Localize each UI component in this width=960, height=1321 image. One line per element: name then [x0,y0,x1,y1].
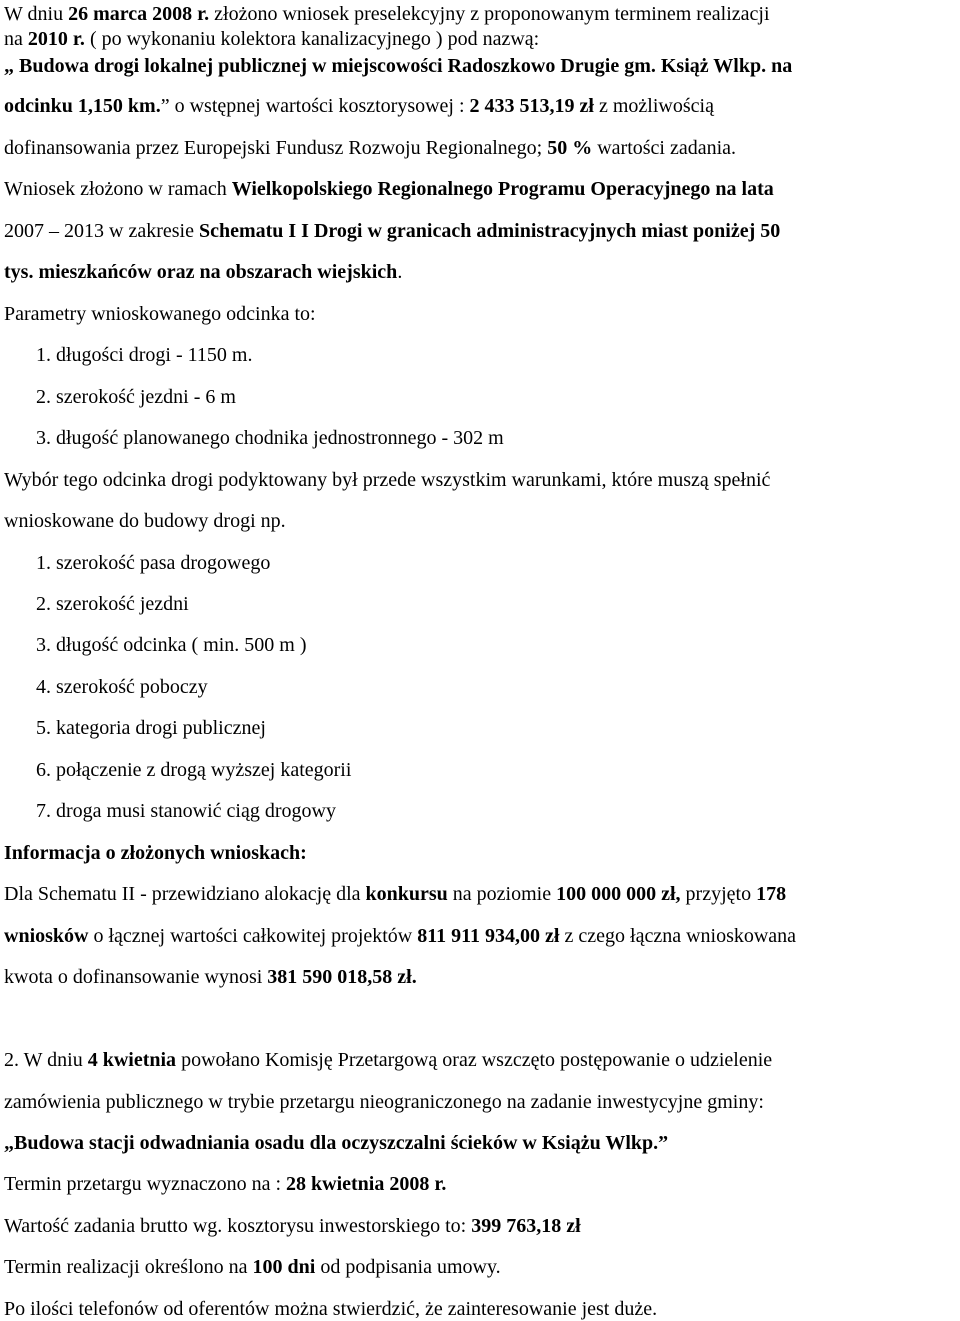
bold-text: konkursu [365,883,448,905]
text: złożono wniosek preselekcyjny z proponowanym terminem realizacji [209,3,770,25]
text-line [4,94,714,118]
section-heading: Parametry wnioskowanego odcinka to: [4,303,316,325]
text-line: Po ilości telefonów od oferentów można stwierdzić, że zainteresowanie jest duże. [4,1298,658,1320]
text-line [4,1048,772,1072]
list-item: 4. szerokość poboczy [36,676,208,698]
text-line [4,1255,501,1279]
text-line [4,54,792,78]
text-line [4,1131,668,1155]
text: o łącznej wartości całkowitej projektów [88,925,418,947]
text: 2007 – 2013 [4,220,104,242]
text-line [4,882,786,906]
list-item: 7. droga musi stanowić ciąg drogowy [36,800,336,822]
bold-text: Informacja o złożonych wnioskach: [4,842,307,864]
text-line [4,965,417,989]
text-line [4,27,539,51]
text: Wartość zadania brutto wg. kosztorysu inwestorskiego to: [4,1215,472,1237]
bold-text: „Budowa stacji odwadniania osadu dla oczyszczalni ścieków w Książu Wlkp.” [4,1132,669,1154]
text-line [4,260,402,284]
bold-text: 4 kwietnia [87,1049,177,1071]
bold-text: tys. mieszkańców oraz na obszarach wiejskich [4,261,398,283]
text: z możliwością [593,95,714,117]
bold-text: 2 433 513,19 zł [469,95,594,117]
text: dofinansowania przez Europejski Fundusz Rozwoju Regionalnego; [4,137,548,159]
bold-text: Wielkopolskiego Regionalnego Programu Operacyjnego na lata [231,178,774,200]
list-item: 1. długości drogi - 1150 m. [36,344,253,366]
text: Dla Schematu II - przewidziano alokację dla [4,883,366,905]
bold-text: 28 kwietnia 2008 r. [286,1173,447,1195]
text: W dniu [4,3,69,25]
list-item: 2. szerokość jezdni [36,593,189,615]
text: kwota o dofinansowanie wynosi [4,966,268,988]
bold-text: 178 [756,883,787,905]
text: Termin realizacji określono na [4,1256,253,1278]
text: na [4,28,28,50]
text-line [4,2,770,26]
text-line [4,177,774,201]
text: ” o wstępnej wartości kosztorysowej : [160,95,470,117]
bold-text: odcinku 1,150 km. [4,95,161,117]
text: 2. W dniu [4,1049,88,1071]
bold-text: 811 911 934,00 zł [417,925,560,947]
bold-text: 100 dni [252,1256,316,1278]
text: od podpisania umowy. [315,1256,501,1278]
text: z czego łączna wnioskowana [559,925,797,947]
text-line: Wybór tego odcinka drogi podyktowany był przede wszystkim warunkami, które muszą spełnić [4,469,771,491]
text: ( po wykonaniu kolektora kanalizacyjnego ) pod nazwą: [84,28,540,50]
bold-text: 50 % [547,137,593,159]
text-line [4,1172,446,1196]
bold-text: 100 000 000 zł, [556,883,681,905]
text-line [4,924,796,948]
text: . [397,261,403,283]
text: Termin przetargu wyznaczono na : [4,1173,287,1195]
text-line: zamówienia publicznego w trybie przetargu nieograniczonego na zadanie inwestycyjne gminy: [4,1091,764,1113]
text: powołano Komisję Przetargową oraz wszczęto postępowanie o udzielenie [176,1049,773,1071]
bold-text: „ Budowa drogi lokalnej publicznej w miejscowości Radoszkowo Drugie gm. Książ Wlkp. na [4,55,793,77]
list-item: 3. długość planowanego chodnika jednostronnego - 302 m [36,427,504,449]
text: w zakresie [104,220,199,242]
bold-text: 381 590 018,58 zł. [267,966,417,988]
bold-text: wniosków [4,925,89,947]
list-item: 6. połączenie z drogą wyższej kategorii [36,759,352,781]
bold-text: 399 763,18 zł [471,1215,581,1237]
text: na poziomie [447,883,557,905]
list-item: 3. długość odcinka ( min. 500 m ) [36,634,307,656]
text-line: wnioskowane do budowy drogi np. [4,510,286,532]
list-item: 2. szerokość jezdni - 6 m [36,386,236,408]
section-heading [4,841,307,865]
text: wartości zadania. [592,137,737,159]
text: Wniosek złożono w ramach [4,178,232,200]
text-line [4,1214,581,1238]
text-line [4,219,780,243]
list-item: 5. kategoria drogi publicznej [36,717,266,739]
bold-text: 26 marca 2008 r. [68,3,210,25]
bold-text: 2010 r. [27,28,85,50]
bold-text: Schematu I I Drogi w granicach administracyjnych miast poniżej 50 [198,220,781,242]
list-item: 1. szerokość pasa drogowego [36,552,271,574]
text-line [4,136,736,160]
text: przyjęto [680,883,757,905]
